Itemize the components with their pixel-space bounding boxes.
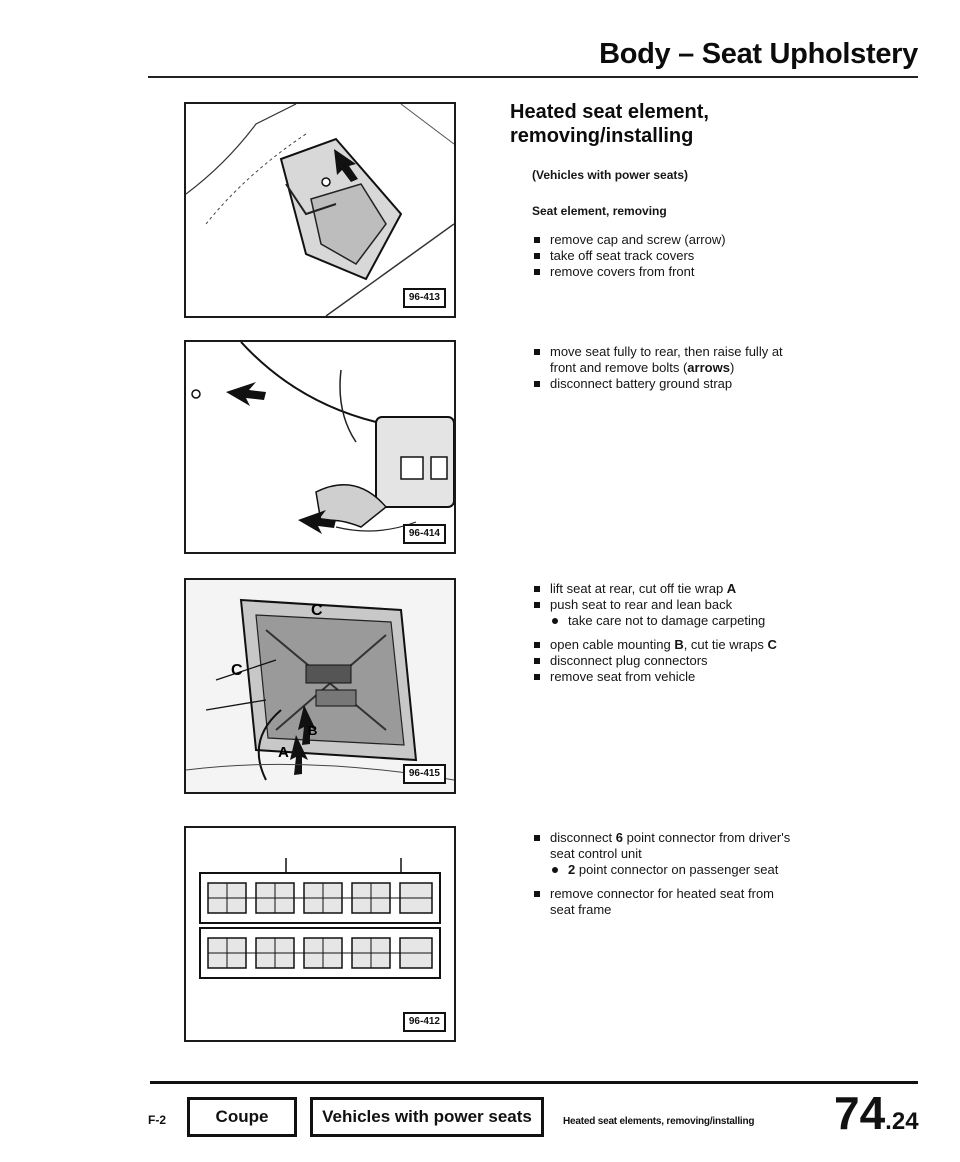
step-item: remove seat from vehicle bbox=[532, 669, 912, 685]
footer-rule bbox=[150, 1081, 918, 1084]
figure-96-415-illustration bbox=[186, 580, 454, 792]
section-title bbox=[510, 100, 910, 148]
figure-number: 96-412 bbox=[403, 1012, 446, 1032]
figure-label-c2: C bbox=[231, 662, 243, 679]
section-title-line2: removing/installing bbox=[510, 125, 694, 147]
step-item: remove connector for heated seat from bbox=[532, 886, 912, 902]
figure-96-414 bbox=[184, 340, 456, 554]
step-group-2 bbox=[532, 344, 912, 392]
figure-label-a: A bbox=[278, 744, 289, 761]
step-continuation bbox=[532, 360, 912, 376]
page-number bbox=[834, 1086, 919, 1140]
step-item: disconnect plug connectors bbox=[532, 653, 912, 669]
figure-96-415 bbox=[184, 578, 456, 794]
text-run-bold: C bbox=[767, 637, 777, 652]
figure-96-412 bbox=[184, 826, 456, 1042]
step-continuation: seat control unit bbox=[550, 846, 642, 861]
step-group-1 bbox=[532, 232, 912, 280]
step-group-4 bbox=[532, 830, 912, 918]
page-number-major: 74 bbox=[834, 1087, 886, 1139]
text-run: lift seat at rear, cut off tie wrap bbox=[550, 581, 727, 596]
page-header-title: Body – Seat Upholstery bbox=[599, 38, 918, 70]
footer-vehicles-box: Vehicles with power seats bbox=[310, 1097, 544, 1137]
subheading: Seat element, removing bbox=[532, 204, 667, 218]
figure-label-b: B bbox=[308, 723, 318, 738]
step-item: disconnect battery ground strap bbox=[532, 376, 912, 392]
footer-caption: Heated seat elements, removing/installing bbox=[563, 1116, 755, 1127]
figure-label-c1: C bbox=[311, 602, 323, 619]
step-item bbox=[532, 830, 912, 846]
text-run: ) bbox=[729, 360, 735, 375]
figure-number: 96-415 bbox=[403, 764, 446, 784]
text-run: point connector from driver's bbox=[623, 830, 791, 845]
text-run-bold: 6 bbox=[615, 830, 623, 845]
text-run: open cable mounting bbox=[550, 637, 675, 652]
text-run: front and remove bolts ( bbox=[550, 360, 688, 375]
step-item bbox=[532, 637, 912, 653]
header-rule bbox=[148, 76, 918, 78]
text-run: disconnect bbox=[550, 830, 616, 845]
figure-number: 96-414 bbox=[403, 524, 446, 544]
step-item: push seat to rear and lean back bbox=[532, 597, 912, 613]
vehicles-note: (Vehicles with power seats) bbox=[532, 168, 689, 182]
text-run-bold: arrows bbox=[687, 360, 730, 375]
step-item: remove cap and screw (arrow) bbox=[532, 232, 912, 248]
step-item: remove covers from front bbox=[532, 264, 912, 280]
text-run-bold: B bbox=[674, 637, 684, 652]
figure-96-413-illustration bbox=[186, 104, 454, 316]
figure-number: 96-413 bbox=[403, 288, 446, 308]
step-continuation: seat frame bbox=[550, 902, 612, 917]
step-item bbox=[532, 581, 912, 597]
figure-96-413 bbox=[184, 102, 456, 318]
figure-96-412-illustration bbox=[186, 828, 454, 1040]
footer-coupe-box: Coupe bbox=[187, 1097, 297, 1137]
sub-step-item: take care not to damage carpeting bbox=[532, 613, 912, 629]
step-item: take off seat track covers bbox=[532, 248, 912, 264]
text-run: point connector on passenger seat bbox=[575, 862, 779, 877]
text-run: , cut tie wraps bbox=[683, 637, 768, 652]
page-number-minor: .24 bbox=[885, 1108, 919, 1135]
step-item: move seat fully to rear, then raise fully at bbox=[532, 344, 912, 360]
step-group-3 bbox=[532, 581, 912, 685]
footer-code: F-2 bbox=[148, 1113, 166, 1127]
figure-96-414-illustration bbox=[186, 342, 454, 552]
sub-step-item bbox=[532, 862, 912, 878]
section-title-line1: Heated seat element, bbox=[510, 101, 709, 123]
text-run-bold: A bbox=[726, 581, 737, 596]
text-run-bold: 2 bbox=[568, 862, 576, 877]
